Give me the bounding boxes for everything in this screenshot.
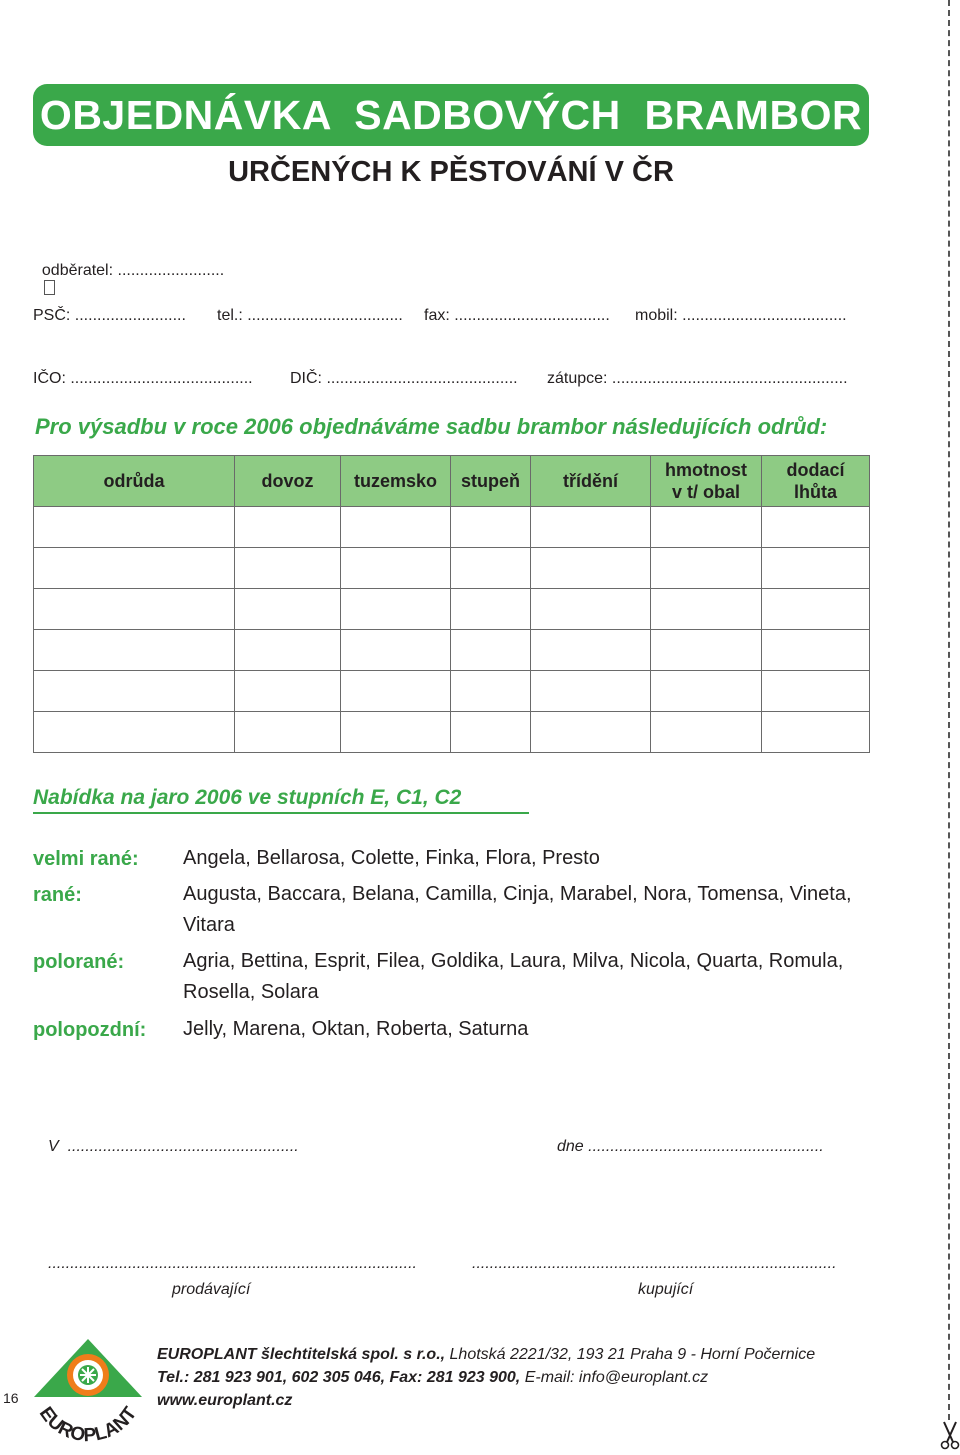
table-cell[interactable] bbox=[341, 671, 451, 712]
table-row bbox=[34, 507, 870, 548]
table-row bbox=[34, 671, 870, 712]
company-phones: Tel.: 281 923 901, 602 305 046, Fax: 281 923 900, bbox=[157, 1369, 521, 1386]
table-cell[interactable] bbox=[451, 548, 531, 589]
table-cell[interactable] bbox=[235, 712, 341, 753]
table-cell[interactable] bbox=[451, 630, 531, 671]
category-label: polorané: bbox=[33, 951, 125, 973]
category-varieties: Jelly, Marena, Oktan, Roberta, Saturna bbox=[183, 1018, 529, 1040]
table-cell[interactable] bbox=[651, 589, 762, 630]
table-cell[interactable] bbox=[762, 671, 870, 712]
category-label: polopozdní: bbox=[33, 1019, 147, 1041]
table-cell[interactable] bbox=[451, 671, 531, 712]
table-cell[interactable] bbox=[531, 589, 651, 630]
field-fax[interactable]: fax: ................................... bbox=[424, 307, 610, 324]
seller-label: prodávající bbox=[172, 1281, 251, 1298]
table-cell[interactable] bbox=[531, 671, 651, 712]
order-table-header bbox=[34, 456, 870, 507]
table-cell[interactable] bbox=[651, 671, 762, 712]
europlant-logo bbox=[24, 1335, 152, 1447]
table-cell[interactable] bbox=[651, 507, 762, 548]
category-varieties: Augusta, Baccara, Belana, Camilla, Cinja, Marabel, Nora, Tomensa, Vineta, Vitara bbox=[183, 883, 852, 936]
date-field[interactable]: dne ..................................................... bbox=[557, 1138, 824, 1155]
buyer-label: kupující bbox=[638, 1281, 694, 1298]
table-cell[interactable] bbox=[341, 630, 451, 671]
table-cell[interactable] bbox=[531, 712, 651, 753]
buyer-signature-line[interactable]: .................................................................................. bbox=[472, 1255, 837, 1272]
table-cell[interactable] bbox=[34, 712, 235, 753]
table-cell[interactable] bbox=[235, 630, 341, 671]
form-title: OBJEDNÁVKA SADBOVÝCH BRAMBOR bbox=[33, 84, 869, 146]
table-row bbox=[34, 630, 870, 671]
category-varieties: Angela, Bellarosa, Colette, Finka, Flora, Presto bbox=[183, 847, 600, 869]
table-cell[interactable] bbox=[34, 589, 235, 630]
field-odberatel-label: odběratel: ........................ bbox=[41, 262, 225, 279]
place-field[interactable]: V .................................................... bbox=[48, 1138, 299, 1155]
table-cell[interactable] bbox=[235, 589, 341, 630]
header-trideni: třídění bbox=[531, 456, 651, 507]
table-cell[interactable] bbox=[451, 507, 531, 548]
table-cell[interactable] bbox=[235, 507, 341, 548]
table-cell[interactable] bbox=[34, 507, 235, 548]
cut-line bbox=[948, 0, 950, 1420]
field-ico[interactable]: IČO: ......................................... bbox=[33, 370, 253, 387]
table-cell[interactable] bbox=[341, 548, 451, 589]
table-cell[interactable] bbox=[531, 630, 651, 671]
field-tel[interactable]: tel.: ................................... bbox=[217, 307, 403, 324]
table-cell[interactable] bbox=[651, 630, 762, 671]
header-dodaci-lhuta: dodací lhůta bbox=[762, 456, 870, 507]
seller-signature-line[interactable]: ................................................................................... bbox=[48, 1255, 417, 1272]
page-number: 16 bbox=[3, 1390, 19, 1406]
company-name: EUROPLANT šlechtitelská spol. s r.o., bbox=[157, 1346, 446, 1363]
category-varieties: Agria, Bettina, Esprit, Filea, Goldika, Laura, Milva, Nicola, Quarta, Romula, Rosella, Solara bbox=[183, 950, 844, 1003]
offer-title: Nabídka na jaro 2006 ve stupních E, C1, C2 bbox=[33, 786, 462, 809]
table-cell[interactable] bbox=[341, 589, 451, 630]
table-cell[interactable] bbox=[531, 507, 651, 548]
table-cell[interactable] bbox=[341, 507, 451, 548]
table-cell[interactable] bbox=[34, 671, 235, 712]
form-subtitle: URČENÝCH K PĚSTOVÁNÍ V ČR bbox=[228, 156, 674, 188]
svg-text:EUROPLANT bbox=[35, 1403, 142, 1446]
header-odruda: odrůda bbox=[34, 456, 235, 507]
order-table bbox=[33, 455, 870, 753]
table-cell[interactable] bbox=[34, 630, 235, 671]
table-row bbox=[34, 589, 870, 630]
table-cell[interactable] bbox=[235, 548, 341, 589]
table-cell[interactable] bbox=[762, 589, 870, 630]
offer-underline bbox=[33, 812, 529, 814]
category-label: velmi rané: bbox=[33, 848, 139, 870]
field-odberatel[interactable] bbox=[33, 244, 224, 298]
field-mobil[interactable]: mobil: ..................................... bbox=[635, 307, 847, 324]
table-cell[interactable] bbox=[762, 630, 870, 671]
table-cell[interactable] bbox=[762, 712, 870, 753]
company-line bbox=[157, 1346, 815, 1364]
europlant-logo-graphic bbox=[24, 1335, 152, 1447]
table-cell[interactable] bbox=[762, 548, 870, 589]
table-cell[interactable] bbox=[451, 589, 531, 630]
checkbox-icon[interactable] bbox=[44, 280, 55, 295]
header-hmotnost: hmotnost v t/ obal bbox=[651, 456, 762, 507]
field-dic[interactable]: DIČ: ........................................... bbox=[290, 370, 518, 387]
table-cell[interactable] bbox=[762, 507, 870, 548]
company-address: Lhotská 2221/32, 193 21 Praha 9 - Horní Počernice bbox=[445, 1346, 816, 1363]
field-psc[interactable]: PSČ: ......................... bbox=[33, 307, 186, 324]
field-zastupce[interactable]: zátupce: ..................................................... bbox=[547, 370, 848, 387]
category-label: rané: bbox=[33, 884, 82, 906]
header-tuzemsko: tuzemsko bbox=[341, 456, 451, 507]
table-cell[interactable] bbox=[341, 712, 451, 753]
order-intro: Pro výsadbu v roce 2006 objednáváme sadbu brambor následujících odrůd: bbox=[35, 414, 828, 439]
table-row bbox=[34, 712, 870, 753]
company-web[interactable]: www.europlant.cz bbox=[157, 1392, 293, 1409]
company-email[interactable]: E-mail: info@europlant.cz bbox=[520, 1369, 709, 1386]
table-row bbox=[34, 548, 870, 589]
scissors-icon bbox=[940, 1420, 960, 1450]
header-dovoz: dovoz bbox=[235, 456, 341, 507]
logo-wordmark: EUROPLANT bbox=[34, 1403, 142, 1447]
table-cell[interactable] bbox=[531, 548, 651, 589]
table-cell[interactable] bbox=[34, 548, 235, 589]
contact-line bbox=[157, 1369, 708, 1387]
table-cell[interactable] bbox=[235, 671, 341, 712]
table-cell[interactable] bbox=[451, 712, 531, 753]
table-cell[interactable] bbox=[651, 712, 762, 753]
header-stupen: stupeň bbox=[451, 456, 531, 507]
table-cell[interactable] bbox=[651, 548, 762, 589]
